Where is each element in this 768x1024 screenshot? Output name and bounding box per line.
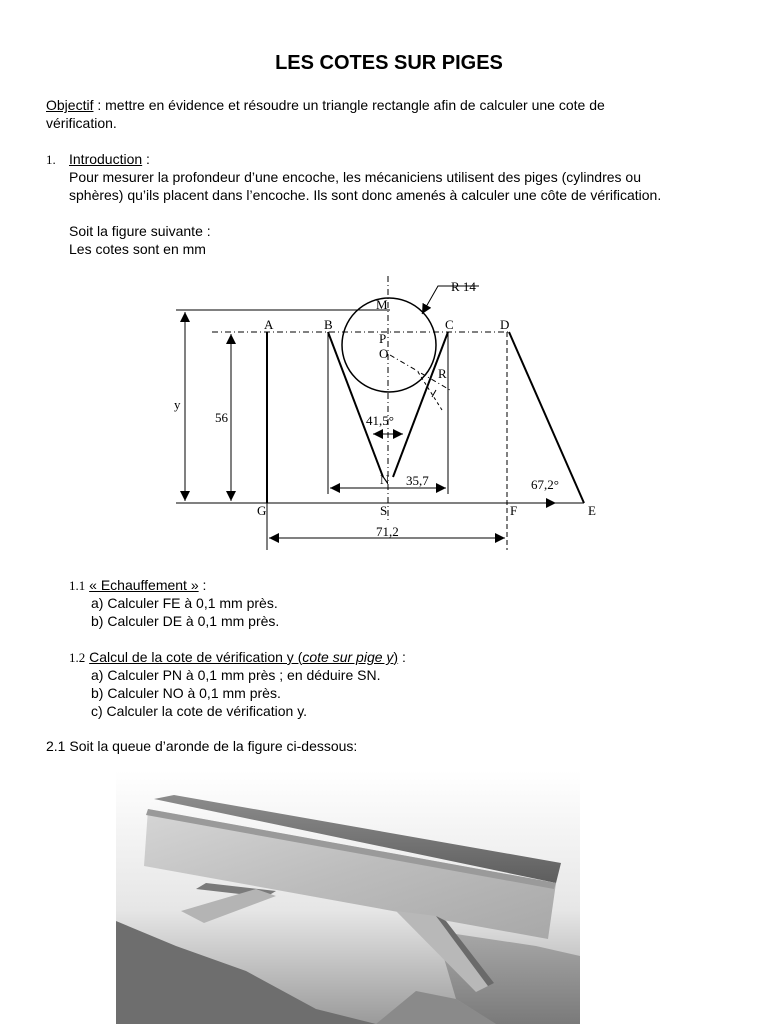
objective-paragraph (46, 96, 605, 132)
section-1-2-title-pre: Calcul de la cote de vérification y ( (89, 649, 303, 665)
intro-block (69, 150, 661, 204)
objective-text-line2: vérification. (46, 115, 117, 131)
label-m: M (376, 297, 388, 312)
dovetail-illustration (116, 771, 580, 1024)
label-c: C (445, 317, 454, 332)
dim-value-56: 56 (215, 410, 228, 425)
dim-radius-r14: R 14 (451, 279, 476, 294)
part-outline (267, 298, 584, 550)
label-f: F (510, 503, 518, 518)
label-a: A (264, 317, 274, 332)
section-1-2-heading (69, 648, 406, 667)
intro-heading-line (46, 150, 56, 169)
section-1-1-items (91, 594, 279, 630)
right-angle-mark (432, 390, 436, 397)
section-1-1-title: « Echauffement » (89, 577, 199, 593)
section-1-2-item-c: c) Calculer la cote de vérification y. (91, 703, 308, 719)
intro-heading: Introduction (69, 151, 143, 167)
label-d: D (500, 317, 510, 332)
groove-right-flank (393, 332, 448, 477)
section-1-1-heading (69, 576, 206, 595)
section-2-1-text: 2.1 Soit la queue d’aronde de la figure ci-dessous: (46, 738, 358, 754)
section-1-1-item-b: b) Calculer DE à 0,1 mm près. (91, 613, 280, 629)
label-p: P (379, 331, 387, 346)
section-1-2-item-b: b) Calculer NO à 0,1 mm près. (91, 685, 281, 701)
units-line: Les cotes sont en mm (69, 241, 206, 257)
section-1-2-suffix: : (398, 649, 406, 665)
page-title: LES COTES SUR PIGES (275, 52, 503, 74)
label-b: B (324, 317, 333, 332)
section-1-2-items (91, 666, 380, 720)
objective-text-line1: : mettre en évidence et résoudre un triangle rectangle afin de calculer une cote de (93, 97, 605, 113)
section-1-2-number: 1.2 (69, 650, 86, 665)
label-g: G (257, 503, 267, 518)
figure-text (174, 279, 596, 539)
dim-value-35-7: 35,7 (406, 473, 429, 488)
objective-label: Objectif (46, 97, 94, 113)
label-y: y (174, 397, 181, 412)
section-1-2-title-post: ) (393, 649, 399, 665)
intro-heading-suffix: : (142, 151, 150, 167)
dim-value-71-2: 71,2 (376, 524, 399, 539)
groove-left-flank (328, 332, 383, 477)
section-1-1-suffix: : (198, 577, 207, 593)
intro-text-line2: sphères) qu’ils placent dans l’encoche. Ils sont donc amenés à calculer une côte de vérification. (69, 187, 662, 203)
section-1-2-title (89, 649, 398, 665)
section-1-2-item-a: a) Calculer PN à 0,1 mm près ; en déduire SN. (91, 667, 381, 683)
intro-number: 1. (46, 152, 56, 167)
label-o: O (379, 346, 389, 361)
section-1-1-item-a: a) Calculer FE à 0,1 mm près. (91, 595, 278, 611)
label-e: E (588, 503, 596, 518)
label-r: R (438, 366, 447, 381)
label-n: N (380, 472, 390, 487)
section-1-1-number: 1.1 (69, 578, 86, 593)
dim-angle-v: 41,5° (366, 413, 394, 428)
section-1-2-title-italic: cote sur pige y (302, 649, 394, 665)
dim-angle-de: 67,2° (531, 477, 559, 492)
figure-intro-block (69, 222, 211, 258)
intro-text-line1: Pour mesurer la profondeur d’une encoche, les mécaniciens utilisent des piges (cylindres ou (69, 169, 641, 185)
label-s: S (380, 503, 388, 518)
technical-figure (150, 272, 610, 554)
figure-intro-line: Soit la figure suivante : (69, 223, 211, 239)
